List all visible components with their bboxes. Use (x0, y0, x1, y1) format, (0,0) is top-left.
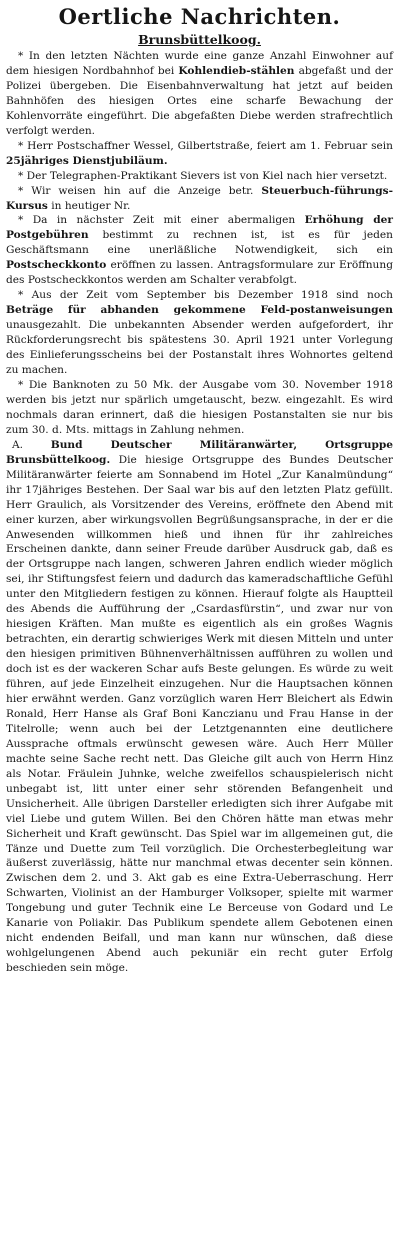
news-item-coal-theft (6, 49, 393, 139)
news-item-transfer (6, 169, 393, 184)
keyword-giro-account: Postscheckkonto (6, 259, 107, 272)
news-item-money-orders (6, 288, 393, 378)
news-item-club-report (6, 438, 393, 976)
item-body: eröffnen zu lassen. Antragsformulare zur Eröffnung des Postscheckkontos werden am Schalter verabfolgt. (6, 259, 393, 287)
keyword-club-name: Bund Deutscher Militäranwärter, Ortsgruppe Brunsbüttelkoog. (6, 438, 393, 466)
item-lead: * Herr Postschaffner Wessel, Gilbertstraße, feiert am 1. Februar sein (18, 139, 393, 152)
item-body: bestimmt zu rechnen ist, ist es für jeden Geschäftsmann eine unerläßliche Notwendigkeit, sich ein (6, 229, 393, 257)
place-heading: Brunsbüttelkoog. (138, 32, 261, 47)
keyword-money-orders: Beträge für abhanden gekommene Feld-postanweisungen (6, 304, 393, 317)
item-lead: * In den letzten Nächten wurde eine ganze Anzahl Einwohner auf dem hiesigen Nordbahnhof bei (6, 50, 393, 77)
item-lead: * Da in nächster Zeit mit einer abermaligen (18, 214, 305, 227)
keyword-tax-course: Steuerbuch-führungs-Kursus (6, 184, 393, 212)
keyword-coal-theft: Kohlendieb-stählen (178, 64, 295, 77)
keyword-jubilee: 25jähriges Dienstjubiläum. (6, 154, 168, 167)
news-item-postal-fees (6, 213, 393, 288)
item-lead: A. (12, 438, 51, 451)
news-item-banknotes (6, 378, 393, 438)
item-lead: * Aus der Zeit vom September bis Dezember 1918 sind noch (18, 289, 393, 302)
item-body: abgefaßt und der Polizei übergeben. Die Eisenbahnverwaltung hat jetzt auf beiden Bahnhöfen des hiesigen Ortes eine scharfe Bewachung der Kohlenvorräte eingeführt. Die abgefaßten Diebe werden strafrechtlich verfolgt werden. (6, 64, 393, 137)
item-lead: * Wir weisen hin auf die Anzeige betr. (18, 184, 262, 197)
keyword-fee-increase: Erhöhung der Postgebühren (6, 214, 393, 242)
item-body: * Der Telegraphen-Praktikant Sievers ist von Kiel nach hier versetzt. (18, 169, 388, 182)
item-body: unausgezahlt. Die unbekannten Absender werden aufgefordert, ihr Rückforderungsrecht bis spätestens 30. April 1921 unter Vorlegung des Einlieferungsscheins bei der Postanstalt ihres Wohnortes geltend zu machen. (6, 319, 393, 377)
item-body: in heutiger Nr. (47, 199, 131, 212)
news-item-tax-course (6, 184, 393, 214)
section-heading: Oertliche Nachrichten. (58, 4, 341, 29)
news-item-jubilee (6, 139, 393, 169)
item-body: * Die Banknoten zu 50 Mk. der Ausgabe vom 30. November 1918 werden bis jetzt nur spärlich umgetauscht, bezw. eingezahlt. Es wird nochmals daran erinnert, daß die hiesigen Postanstalten sie nur bis zum 30. d. Mts. mittags in Zahlung nehmen. (6, 378, 393, 436)
item-body: Die hiesige Ortsgruppe des Bundes Deutscher Militäranwärter feierte am Sonnabend im Hotel „Zur Kanalmündung“ ihr 17jähriges Bestehen. Der Saal war bis auf den letzten Platz gefüllt. Herr Graulich, als Vorsitzender des Vereins, eröffnete den Abend mit einer kurzen, aber wirkungsvollen Begrüßungsansprache, in der er die Anwesenden willkommen hieß und ihnen für ihr zahlreiches Erscheinen dankte, dann seiner Freude darüber Ausdruck gab, daß es der Ortsgruppe nach langen, schweren Jahren endlich wieder möglich sei, ihr Stiftungsfest feiern und dadurch das kameradschaftliche Gefühl unter den Mitgliedern festigen zu können. Hierauf folgte als Hauptteil des Abends die Aufführung der „Csardasfürstin“, und zwar nur von hiesigen Kräften. Man mußte es eigentlich als ein großes Wagnis betrachten, ein derartig schwieriges Werk mit diesen Mitteln und unter den hiesigen primitiven Bühnenverhältnissen aufführen zu wollen und doch ist es der wackeren Schar aufs Beste gelungen. Es würde zu weit führen, auf jede Einzelheit einzugehen. Nur die Hauptsachen können hier erwähnt werden. Ganz vorzüglich waren Herr Bleichert als Edwin Ronald, Herr Hanse als Graf Boni Kanczianu und Frau Hanse in der Titelrolle; wenn auch bei der Letztgenannten eine deutlichere Aussprache oftmals erwünscht gewesen wäre. Auch Herr Müller machte seine Sache recht nett. Das Gleiche gilt auch von Herrn Hinz als Notar. Fräulein Juhnke, welche zweifellos schauspielerisch nicht unbegabt ist, litt unter einer sehr störenden Befangenheit und Unsicherheit. Alle übrigen Darsteller erledigten sich ihrer Aufgabe mit viel Liebe und gutem Willen. Bei den Chören hätte man etwas mehr Sicherheit und Kraft gewünscht. Das Spiel war im allgemeinen gut, die Tänze und Duette zum Teil vorzüglich. Die Orchesterbegleitung war äußerst zuverlässig, hätte nur manchmal etwas decenter sein können. Zwischen dem 2. und 3. Akt gab es eine Extra-Ueberraschung. Herr Schwarten, Violinist an der Hamburger Volksoper, spielte mit warmer Tongebung und guter Technik eine Le Berceuse von Godard und Le Kanarie von Poliakir. Das Publikum spendete allem Gebotenen einen nicht endenden Beifall, und man kann nur wünschen, daß diese wohlgelungenen Abend auch pekuniär ein recht guter Erfolg beschieden sein möge. (6, 453, 393, 975)
